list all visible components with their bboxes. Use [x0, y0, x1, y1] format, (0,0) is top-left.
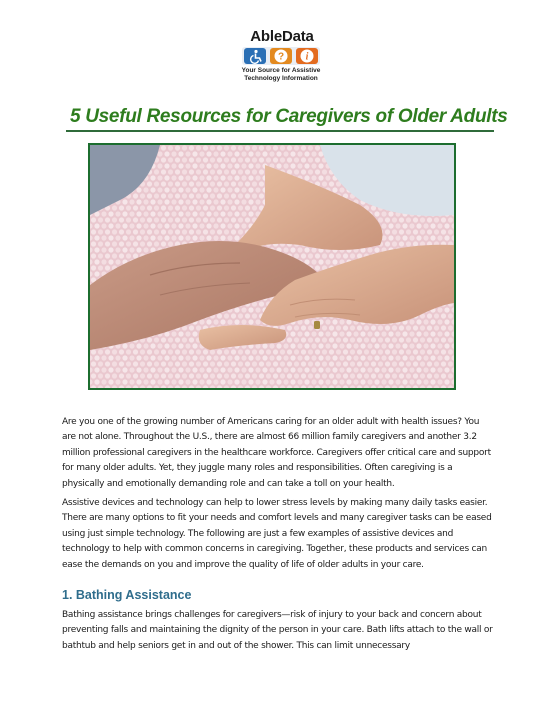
technology-paragraph: Assistive devices and technology can help to lower stress levels by making many daily tasks easier. There are many options to fit your needs and comfort levels and many caregiver tasks can be eased using just simple technology. The following are just a few examples of assistive devices and technology to help with common concerns in caregiving. Together, these products and services can ease the demands on you and improve the quality of life of older adults in your care. — [62, 498, 492, 570]
wheelchair-icon — [244, 48, 266, 64]
svg-text:i: i — [305, 51, 309, 63]
intro-paragraph: Are you one of the growing number of Americans caring for an older adult with health issues? You are not alone. Throughout the U.S., there are almost 66 million family caregivers and another 3.2 million professional caregivers in the healthcare workforce. Caregivers offer critical care and support for many older adults. Yet, they juggle many roles and responsibilities. Often caregiving is a physically and emotionally demanding role and can take a toll on your health. — [62, 417, 491, 489]
logo-icon-strip — [242, 47, 320, 65]
abledata-logo — [236, 28, 326, 94]
title-underline — [66, 130, 494, 132]
logo-wordmark: AbleData — [250, 28, 314, 45]
bathing-paragraph: Bathing assistance brings challenges for caregivers—risk of injury to your back and concern about preventing falls and maintaining the dignity of the person in your care. Bath lifts attach to the wall or bathtub and help seniors get in and out of the shower. This can limit unnecessary — [62, 610, 493, 651]
photo-illustration — [90, 145, 454, 388]
question-mark-icon — [270, 48, 292, 64]
section-heading-bathing: 1. Bathing Assistance — [62, 588, 192, 602]
logo-tagline: Your Source for Assistive Technology Information — [241, 67, 321, 82]
info-icon — [296, 48, 318, 64]
hands-on-blanket-photo — [88, 143, 456, 390]
page-title: 5 Useful Resources for Caregivers of Older Adults — [70, 106, 508, 127]
svg-text:?: ? — [277, 51, 285, 63]
